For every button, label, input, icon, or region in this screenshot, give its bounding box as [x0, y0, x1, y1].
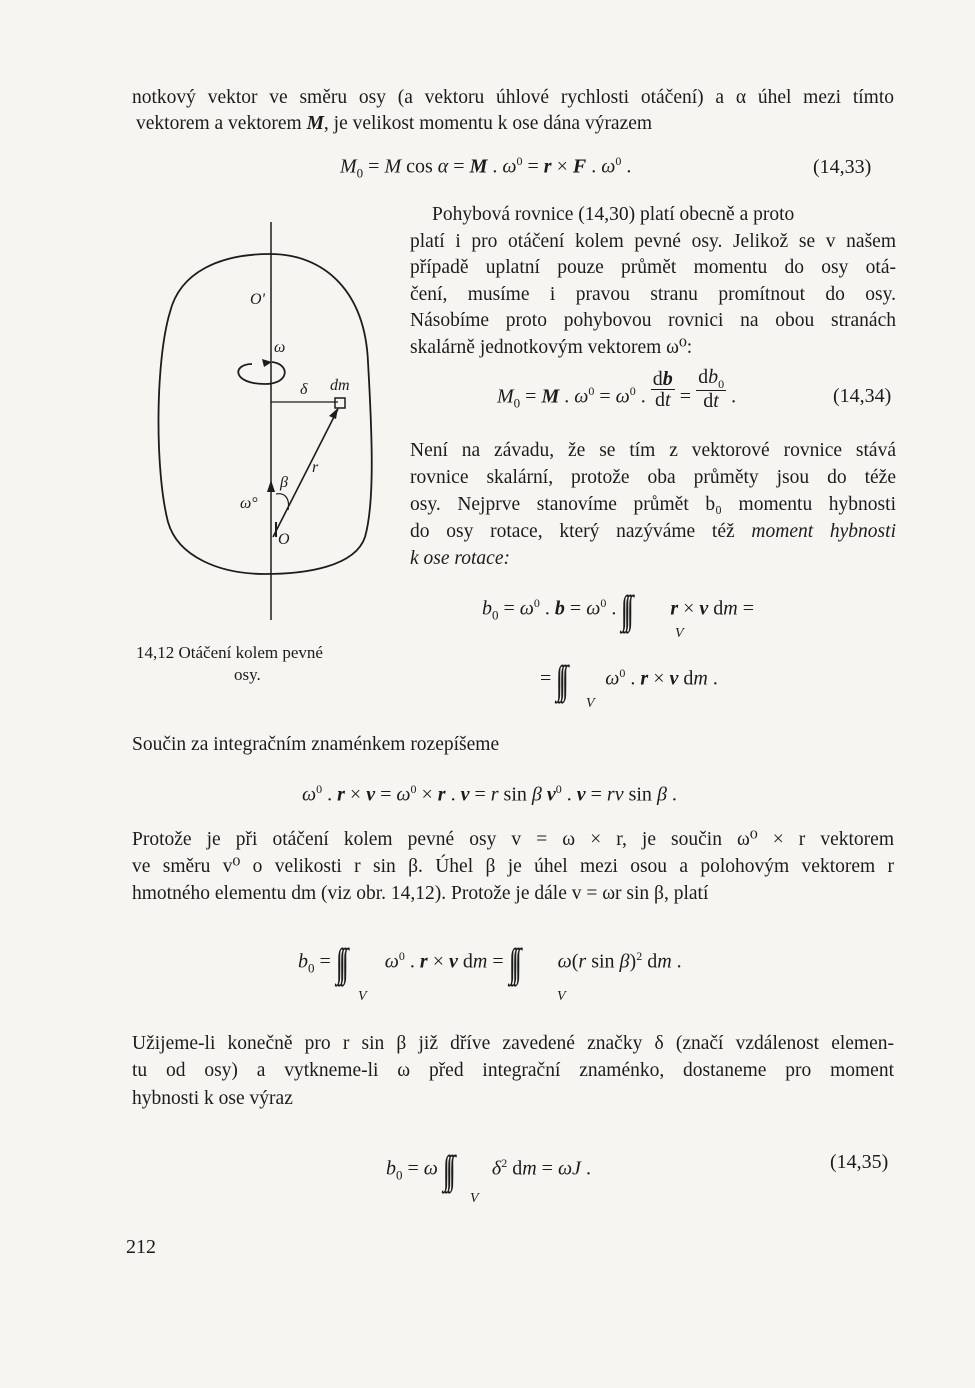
label-beta: β — [280, 474, 288, 491]
equation-14-34: $M_0 = M$ . $\omega^0 = \omega^0$ . $\frac{db}{dt}$ = $\frac{db_0}{dt}$ . — [497, 366, 737, 413]
integral-limit: V — [358, 989, 367, 1004]
equation-product: $\omega^0$ . $r \times v = \omega^0 \times r$ . v = r sin β $v^0$ . v = rv sin β . — [302, 782, 677, 806]
equation-b0-line1: $b_0 = \omega^0$ . $b = \omega^0$ . ∫∫∫ r × v dm = — [482, 587, 755, 632]
text-line: platí i pro otáčení kolem pevné osy. Jelikož se v našem — [410, 231, 896, 252]
text-line: Násobíme proto pohybovou rovnici na obou stranách — [410, 310, 896, 331]
integral-limit: V — [675, 626, 684, 641]
text-line: osy. Nejprve stanovíme průmět b₀ momentu hybnosti — [410, 494, 896, 515]
text-span: do osy rotace, který nazýváme též — [410, 521, 752, 542]
label-omega: ω — [274, 339, 286, 356]
position-vector — [273, 409, 338, 537]
mass-element — [335, 398, 345, 408]
text-line: Součin za integračním znaménkem rozepíšeme — [132, 734, 500, 755]
figure-caption: osy. — [234, 665, 261, 684]
text-span: , je velikost momentu k ose dána výrazem — [323, 113, 653, 134]
emphasis: moment hybnosti — [751, 521, 896, 542]
equation-number: (14,35) — [830, 1151, 889, 1173]
text-line — [136, 114, 652, 134]
text-line: k ose rotace: — [410, 548, 510, 569]
integral-limit: V — [557, 989, 566, 1004]
equation-number: (14,34) — [833, 385, 892, 407]
text-line: hmotného elementu dm (viz obr. 14,12). Protože je dále v = ωr sin β, platí — [132, 883, 709, 904]
equation-14-33: $M_0 = M$ cos α = M . $\omega^0 = r \times F$ . $\omega^0$ . — [340, 154, 632, 181]
text-line: hybnosti k ose výraz — [132, 1088, 293, 1109]
text-span: vektorem a vektorem — [136, 113, 307, 134]
text-line — [410, 522, 896, 542]
label-o: O — [278, 531, 290, 548]
text-line: tu od osy) a vytkneme-li ω před integrační znaménko, dostaneme pro moment — [132, 1060, 894, 1081]
label-o-prime: O' — [250, 291, 265, 308]
equation-b0-line2: = ∫∫∫ $\omega^0$ . r × v dm . — [540, 657, 718, 702]
body-outline — [158, 254, 371, 574]
text-line: rovnice skalární, protože oba průměty jsou do téže — [410, 467, 896, 488]
integral-limit: V — [586, 696, 595, 711]
equation-b0-expanded: $b_0$ = ∫∫∫ $\omega^0$ . r × v dm = ∫∫∫ ω(r sin β)$^2$ dm . — [298, 940, 682, 985]
text-line: skalárně jednotkovým vektorem ω⁰: — [410, 337, 693, 358]
label-r: r — [312, 459, 319, 476]
text-line: notkový vektor ve směru osy (a vektoru úhlové rychlosti otáčení) a α úhel mezi tímto — [132, 87, 894, 108]
equation-14-35: $b_0 = \omega$ ∫∫∫ $\delta^2$ dm = ωJ . — [386, 1147, 591, 1192]
integral-limit: V — [470, 1191, 479, 1206]
label-dm: dm — [330, 377, 350, 394]
text-line: případě uplatní pouze průmět momentu do osy otá- — [410, 257, 896, 278]
text-line: Pohybová rovnice (14,30) platí obecně a proto — [432, 204, 795, 225]
text-line: Protože je při otáčení kolem pevné osy v = ω × r, je součin ω⁰ × r vektorem — [132, 829, 894, 850]
text-line: čení, musíme i pravou stranu promítnout do osy. — [410, 284, 896, 305]
bold-symbol: M — [306, 113, 324, 134]
rotation-arrow — [238, 362, 284, 384]
text-line: Není na závadu, že se tím z vektorové rovnice stává — [410, 440, 896, 461]
equation-number: (14,33) — [813, 156, 872, 178]
label-omega0: ω° — [240, 495, 258, 512]
figure-caption: 14,12 Otáčení kolem pevné — [136, 643, 323, 662]
rotation-figure — [140, 222, 380, 622]
page-number: 212 — [126, 1236, 156, 1258]
text-line: ve směru v⁰ o velikosti r sin β. Úhel β je úhel mezi osou a polohovým vektorem r — [132, 856, 894, 877]
text-line: Užijeme-li konečně pro r sin β již dříve zavedené značky δ (značí vzdálenost elemen- — [132, 1033, 894, 1054]
label-delta: δ — [300, 381, 308, 398]
